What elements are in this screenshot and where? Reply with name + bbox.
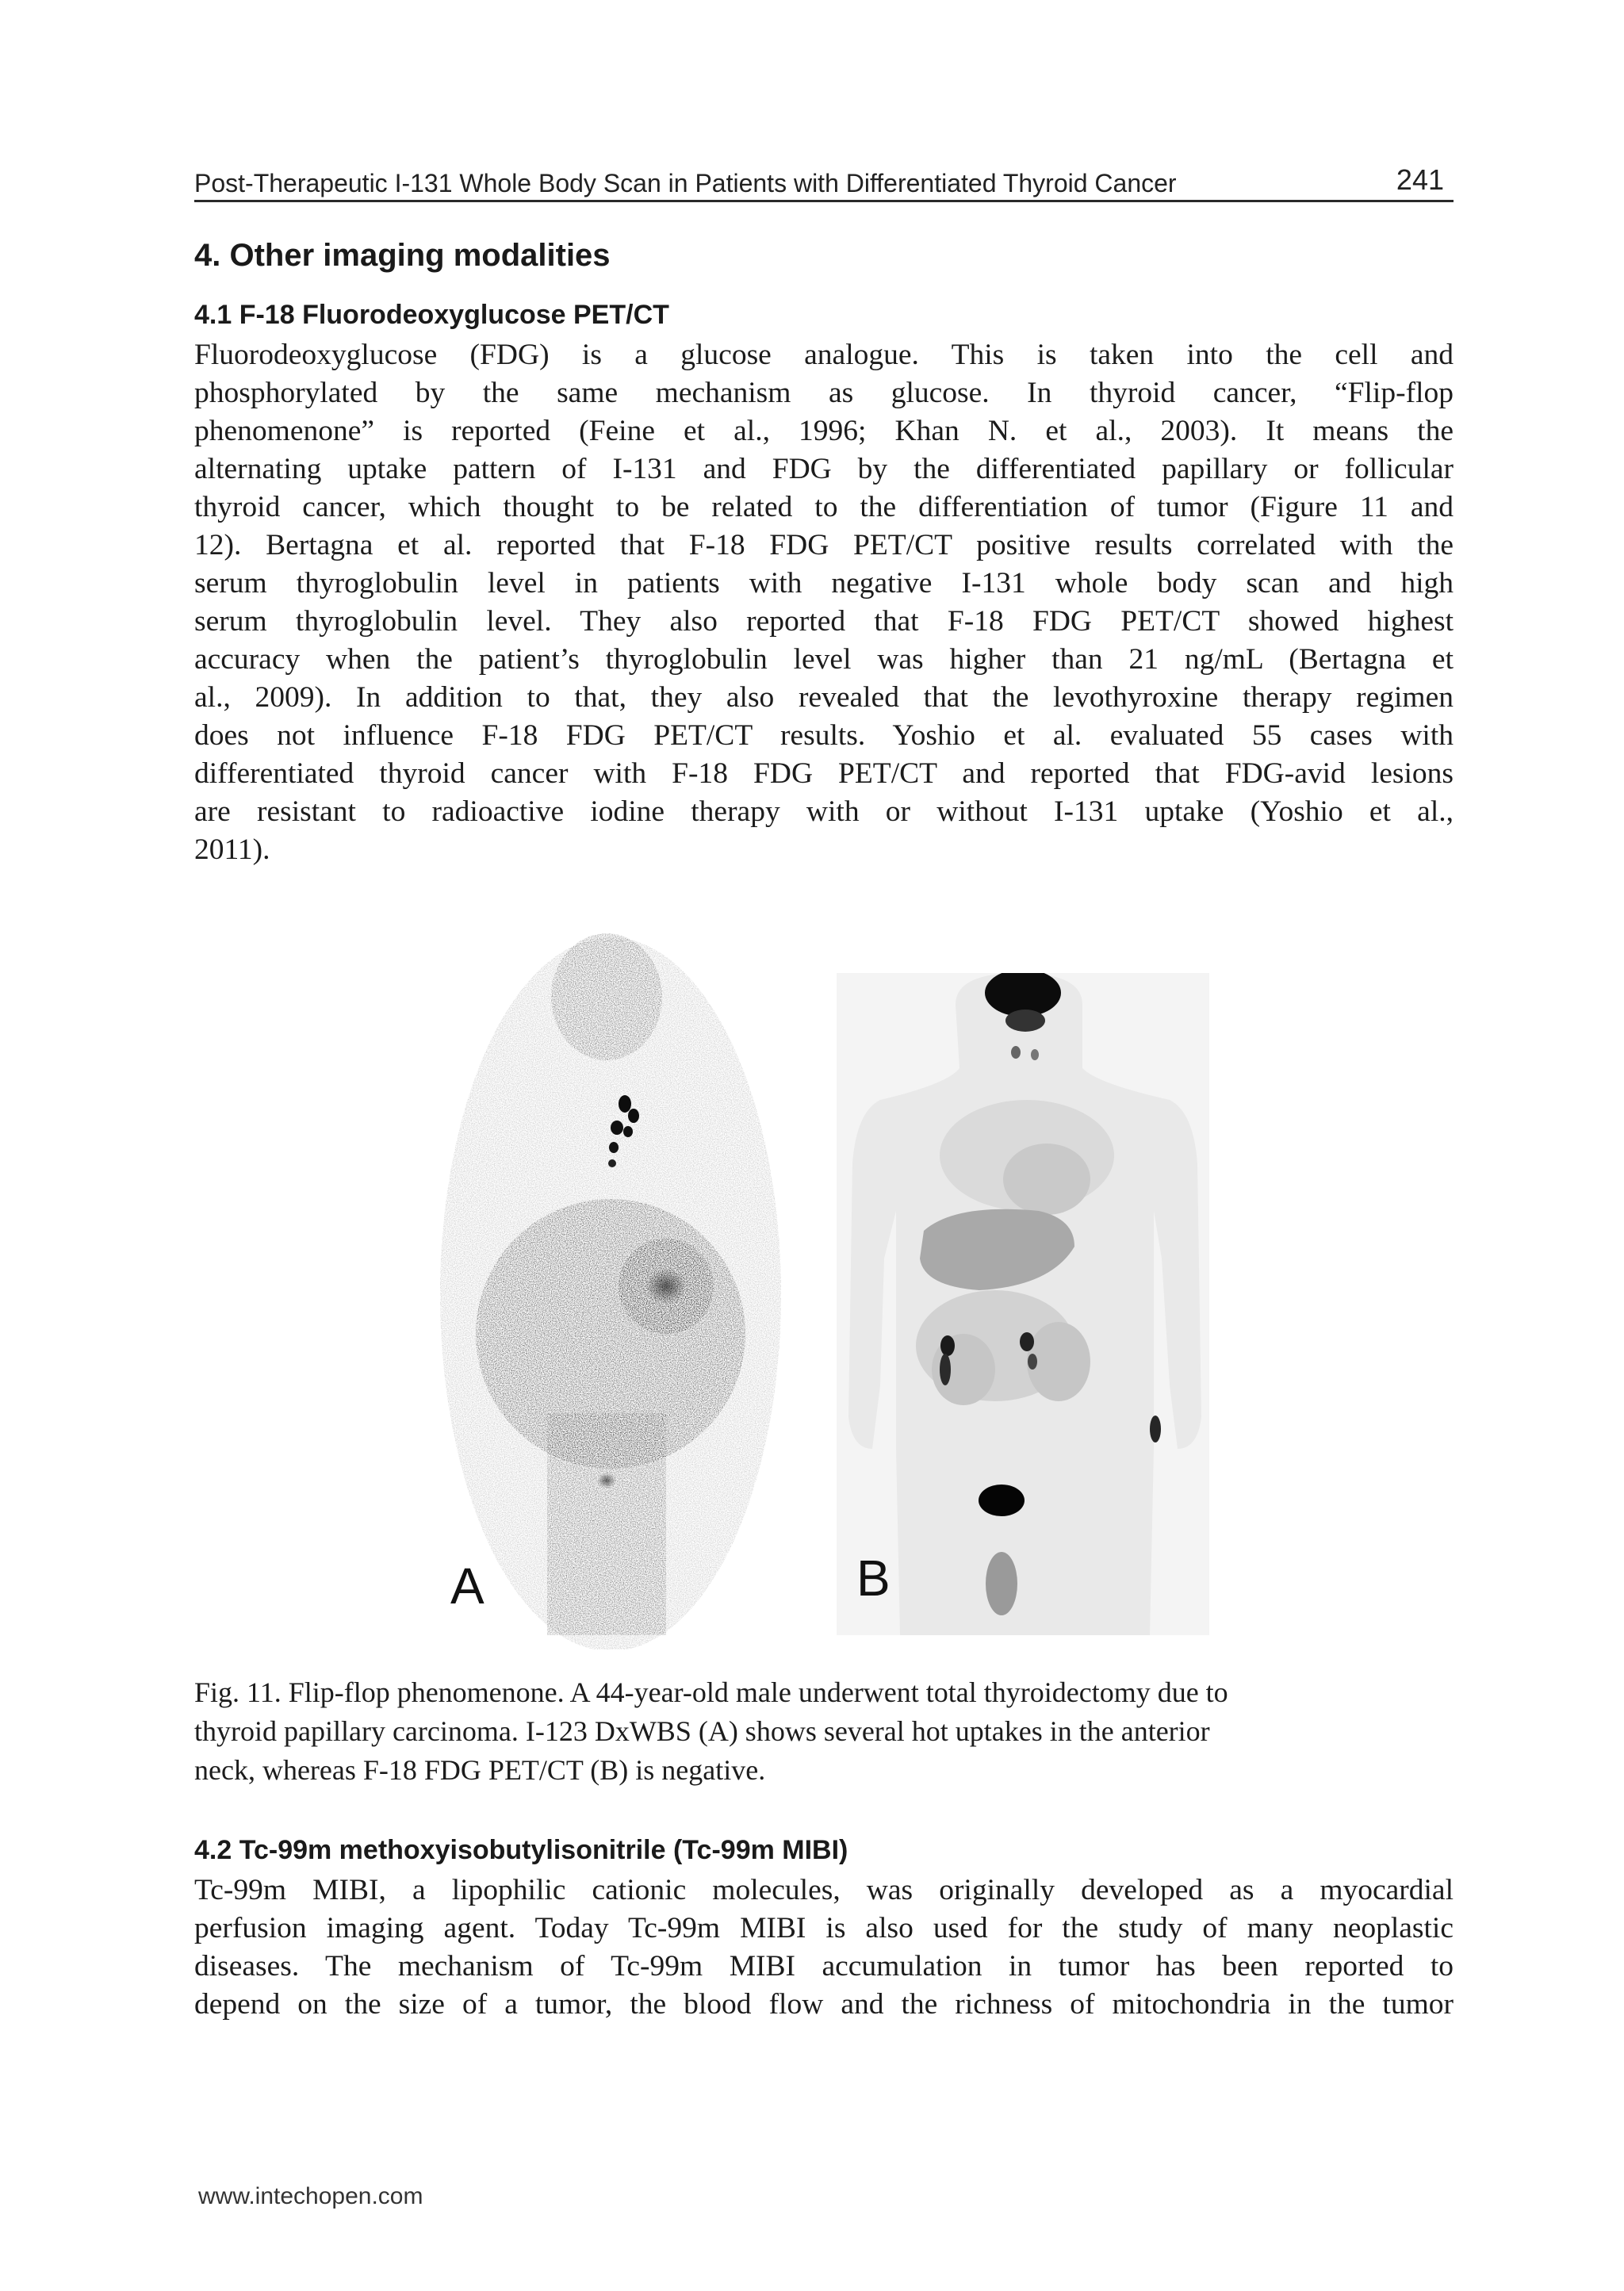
text-line: Tc-99m MIBI, a lipophilic cationic molecules, was originally developed as a myocardial bbox=[194, 1874, 1454, 1906]
paragraph-mibi bbox=[194, 1871, 1454, 2024]
text-line: thyroid cancer, which thought to be related to the differentiation of tumor (Figure 11 and bbox=[194, 491, 1454, 523]
figure-caption bbox=[194, 1673, 1408, 1790]
text-line: does not influence F-18 FDG PET/CT results. Yoshio et al. evaluated 55 cases with bbox=[194, 719, 1454, 752]
running-header bbox=[194, 155, 1454, 202]
text-line: diseases. The mechanism of Tc-99m MIBI accumulation in tumor has been reported to bbox=[194, 1950, 1454, 1983]
scan-noise bbox=[440, 933, 781, 1649]
text-line: differentiated thyroid cancer with F-18 FDG PET/CT and reported that FDG-avid lesions bbox=[194, 757, 1454, 790]
text-line: Fluorodeoxyglucose (FDG) is a glucose analogue. This is taken into the cell and bbox=[194, 339, 1454, 371]
caption-line: thyroid papillary carcinoma. I-123 DxWBS (A) shows several hot uptakes in the anterior bbox=[194, 1715, 1210, 1747]
text-line: serum thyroglobulin level. They also reported that F-18 FDG PET/CT showed highest bbox=[194, 605, 1454, 638]
caption-line: Fig. 11. Flip-flop phenomenone. A 44-year-old male underwent total thyroidectomy due to bbox=[194, 1676, 1228, 1708]
text-line: 2011). bbox=[194, 833, 270, 866]
subsection-heading-fdg: 4.1 F-18 Fluorodeoxyglucose PET/CT bbox=[194, 300, 669, 330]
subsection-heading-mibi: 4.2 Tc-99m methoxyisobutylisonitrile (Tc-99m MIBI) bbox=[194, 1835, 848, 1865]
section-heading: 4. Other imaging modalities bbox=[194, 238, 611, 273]
paragraph-fdg bbox=[194, 336, 1454, 869]
text-line: serum thyroglobulin level in patients with negative I-131 whole body scan and high bbox=[194, 567, 1454, 600]
panel-a-label: A bbox=[450, 1557, 485, 1615]
caption-line: neck, whereas F-18 FDG PET/CT (B) is negative. bbox=[194, 1754, 766, 1786]
text-line: perfusion imaging agent. Today Tc-99m MIBI is also used for the study of many neoplastic bbox=[194, 1912, 1454, 1944]
panel-b-label: B bbox=[856, 1550, 891, 1607]
text-line: phenomenone” is reported (Feine et al., 1996; Khan N. et al., 2003). It means the bbox=[194, 415, 1454, 447]
panel-a-i123-scan bbox=[428, 921, 793, 1649]
text-line: are resistant to radioactive iodine therapy with or without I-131 uptake (Yoshio et al., bbox=[194, 795, 1454, 828]
text-line: al., 2009). In addition to that, they also revealed that the levothyroxine therapy regimen bbox=[194, 681, 1454, 714]
page-number: 241 bbox=[1396, 163, 1444, 196]
text-line: phosphorylated by the same mechanism as glucose. In thyroid cancer, “Flip-flop bbox=[194, 377, 1454, 409]
text-line: 12). Bertagna et al. reported that F-18 FDG PET/CT positive results correlated with the bbox=[194, 529, 1454, 561]
text-line: alternating uptake pattern of I-131 and FDG by the differentiated papillary or follicular bbox=[194, 453, 1454, 485]
text-line: depend on the size of a tumor, the blood flow and the richness of mitochondria in the tumor bbox=[194, 1988, 1454, 2021]
text-line: accuracy when the patient’s thyroglobulin level was higher than 21 ng/mL (Bertagna et bbox=[194, 643, 1454, 676]
figure-11 bbox=[428, 921, 1253, 1649]
running-title: Post-Therapeutic I-131 Whole Body Scan in Patients with Differentiated Thyroid Cancer bbox=[194, 169, 1177, 197]
panel-b-fdg-pet-mip bbox=[837, 973, 1209, 1635]
footer-url[interactable]: www.intechopen.com bbox=[198, 2183, 423, 2209]
